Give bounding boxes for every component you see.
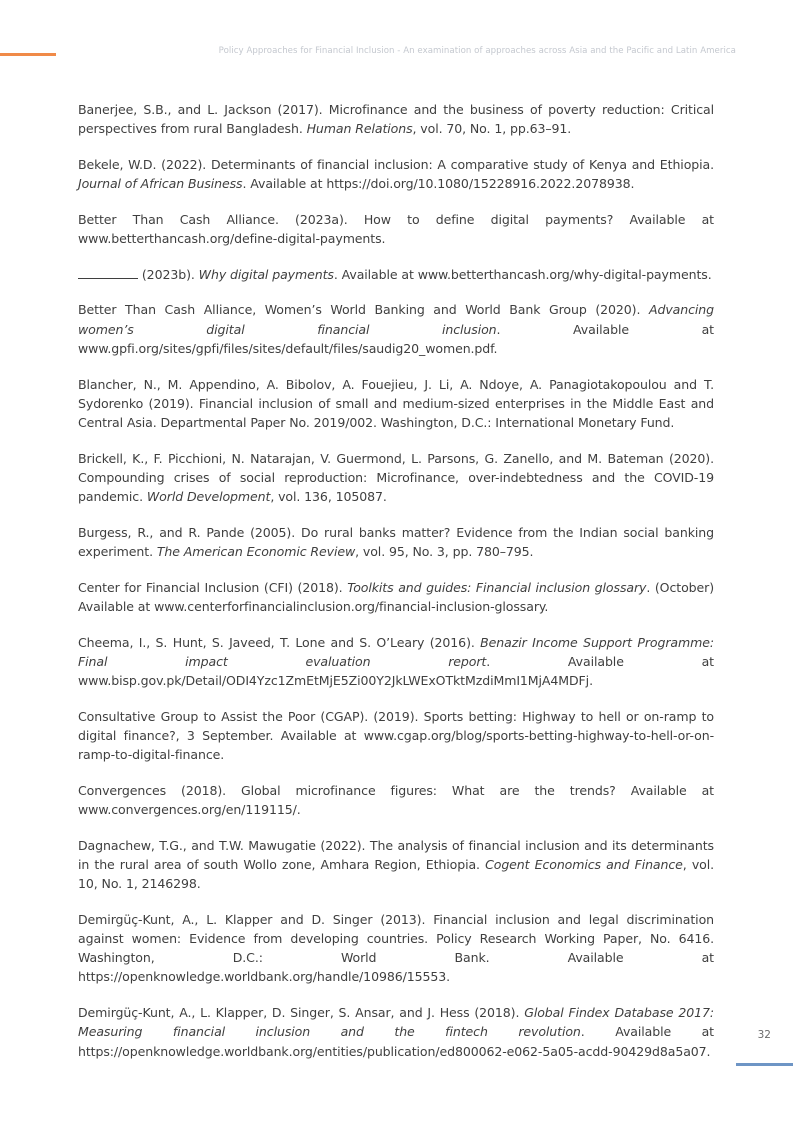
ditto-author-rule <box>78 266 138 279</box>
page-number: 32 <box>757 1029 771 1041</box>
reference-entry: Cheema, I., S. Hunt, S. Javeed, T. Lone and S. O’Leary (2016). Benazir Income Support Programme: Final impact evaluation report. Available at www.bisp.gov.pk/Detail/ODI4Yzc1ZmEtMjE5Zi00Y2JkLWExOTktMzdiMmI1MjA4MDFj. <box>78 634 714 688</box>
footer-accent-rule <box>736 1063 793 1066</box>
reference-entry: Blancher, N., M. Appendino, A. Bibolov, A. Fouejieu, J. Li, A. Ndoye, A. Panagiotakopoulou and T. Sydorenko (2019). Financial inclusion of small and medium-sized enterprises in the Middle East and Central Asia. Departmental Paper No. 2019/002. Washington, D.C.: International Monetary Fund. <box>78 376 714 430</box>
header-accent-rule <box>0 53 56 56</box>
reference-entry: Better Than Cash Alliance. (2023a). How to define digital payments? Available at www.betterthancash.org/define-digital-payments. <box>78 211 714 247</box>
reference-list <box>78 100 714 1077</box>
reference-entry: Dagnachew, T.G., and T.W. Mawugatie (2022). The analysis of financial inclusion and its determinants in the rural area of south Wollo zone, Amhara Region, Ethiopia. Cogent Economics and Finance, vol. 10, No. 1, 2146298. <box>78 837 715 892</box>
reference-entry: Better Than Cash Alliance, Women’s World Banking and World Bank Group (2020). Advancing women’s digital financial inclusion. Available at www.gpfi.org/sites/gpfi/files/sites/default/files/saudig20_women.pdf. <box>78 302 714 356</box>
reference-entry: Demirgüç-Kunt, A., L. Klapper and D. Singer (2013). Financial inclusion and legal discrimination against women: Evidence from developing countries. Policy Research Working Paper, No. 6416. Washington, D.C.: World Bank. Available at https://openknowledge.worldbank.org/handle/10986/15553. <box>78 911 714 985</box>
reference-entry: Banerjee, S.B., and L. Jackson (2017). Microfinance and the business of poverty reduction: Critical perspectives from rural Bangladesh. Human Relations, vol. 70, No. 1, pp.63–91. <box>78 102 714 137</box>
reference-entry: Burgess, R., and R. Pande (2005). Do rural banks matter? Evidence from the Indian social banking experiment. The American Economic Review, vol. 95, No. 3, pp. 780–795. <box>78 524 714 559</box>
reference-entry: Brickell, K., F. Picchioni, N. Natarajan, V. Guermond, L. Parsons, G. Zanello, and M. Bateman (2020). Compounding crises of social reproduction: Microfinance, over-indebtedness and the COVID-19 pandemic. World Development, vol. 136, 105087. <box>78 450 714 505</box>
reference-entry: Center for Financial Inclusion (CFI) (2018). Toolkits and guides: Financial inclusion glossary. (October) Available at www.centerforfinancialinclusion.org/financial-inclusion-glossary. <box>78 579 714 614</box>
reference-entry: Convergences (2018). Global microfinance figures: What are the trends? Available at www.convergences.org/en/119115/. <box>78 782 714 817</box>
reference-entry: Bekele, W.D. (2022). Determinants of financial inclusion: A comparative study of Kenya and Ethiopia. Journal of African Business. Available at https://doi.org/10.1080/15228916.2022.2078938. <box>78 156 714 192</box>
running-header-title: Policy Approaches for Financial Inclusion - An examination of approaches across Asia and the Pacific and Latin America <box>218 46 736 56</box>
reference-entry: Demirgüç-Kunt, A., L. Klapper, D. Singer, S. Ansar, and J. Hess (2018). Global Findex Database 2017: Measuring financial inclusion and the fintech revolution. Available at https://openknowledge.worldbank.org/entities/publication/ed800062-e062-5a05-acdd-90429d8a5a07. <box>78 1005 714 1059</box>
reference-entry: Consultative Group to Assist the Poor (CGAP). (2019). Sports betting: Highway to hell or on-ramp to digital finance?, 3 September. Available at www.cgap.org/blog/sports-betting-highway-to-hell-or-on-ramp-to-digital-finance. <box>78 708 714 763</box>
reference-entry: (2023b). Why digital payments. Available at www.betterthancash.org/why-digital-payments. <box>78 265 714 284</box>
